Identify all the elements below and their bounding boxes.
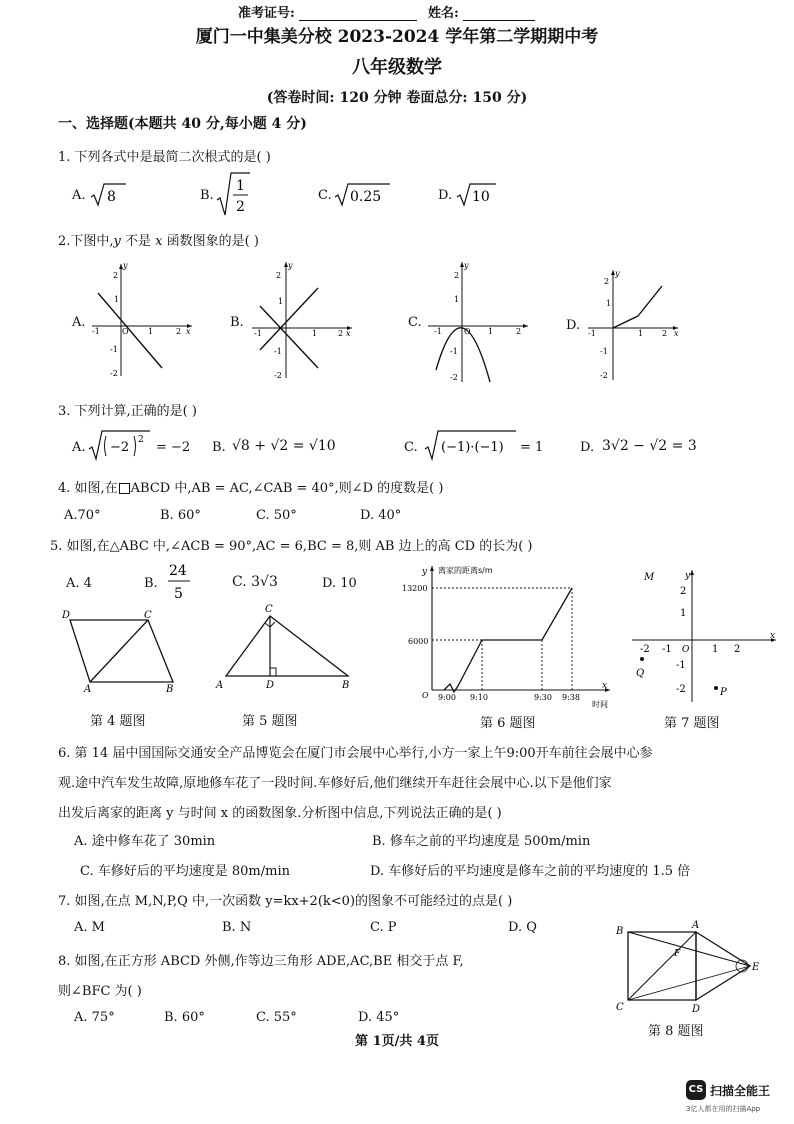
q5-option-b-label: B. (144, 576, 158, 591)
q2d-tick-ym1: -1 (600, 347, 608, 356)
q2-label-a: A. (72, 315, 86, 330)
q1-c-radicand: 0.25 (350, 189, 382, 205)
f4-label-a: A (84, 684, 92, 695)
f5-label-d: D (266, 680, 275, 691)
f5-label-a: A (216, 680, 224, 691)
q4-stem (58, 477, 443, 496)
q2c-tick-ym2: -2 (450, 373, 458, 382)
q2-graph-d (586, 266, 682, 384)
q2d-tick-ym2: -2 (600, 371, 608, 380)
f6-x-axis: x (602, 681, 608, 691)
q2a-tick-xm1: -1 (92, 327, 100, 336)
q5-option-d: D. 10 (322, 576, 357, 591)
parallelogram-symbol (119, 483, 130, 494)
camscanner-logo: CS (686, 1080, 706, 1100)
f6-y-label: 离家的距离s/m (438, 566, 493, 575)
f8-diagonal-ac (628, 932, 696, 1000)
f6-t1: 9:10 (470, 693, 488, 702)
f5-caption: 第 5 题图 (242, 714, 298, 729)
q4-option-b: B. 60° (160, 508, 201, 523)
q6-line3: 出发后离家的距离 y 与时间 x 的函数图象.分析图中信息,下列说法正确的是( ) (58, 806, 502, 821)
q2b-tick-x2: 2 (338, 329, 344, 338)
q8-option-b: B. 60° (164, 1010, 205, 1025)
q3-stem: 3. 下列计算,正确的是( ) (58, 404, 197, 419)
q2c-tick-x1: 1 (488, 327, 494, 336)
q2-label-b: B. (230, 315, 244, 330)
f5-triangle (226, 616, 348, 676)
q5-option-a: A. 4 (66, 576, 92, 591)
q2b-tick-xm1: -1 (254, 329, 262, 338)
q7-option-a: A. M (74, 920, 105, 935)
f6-t3: 9:38 (562, 693, 580, 702)
q1-option-d-label: D. (438, 188, 453, 203)
scanner-watermark (686, 1080, 790, 1116)
q8-line2: 则∠BFC 为( ) (58, 984, 142, 999)
q3-option-c-eq: = 1 (520, 440, 544, 455)
svg-text:2: 2 (138, 435, 144, 445)
f7-tick-x2: 2 (734, 644, 741, 655)
q5-option-c: C. 3√3 (232, 574, 278, 590)
q2-stem-mid: 不是 (120, 234, 156, 249)
f7-point-q-dot (640, 657, 644, 661)
f6-caption: 第 6 题图 (480, 716, 536, 731)
f4-diagonal (90, 620, 148, 682)
f4-caption: 第 4 题图 (90, 714, 146, 729)
f8-triangle (696, 932, 750, 1000)
q2b-tick-y1: 1 (278, 297, 284, 306)
q6-line1: 6. 第 14 届中国国际交通安全产品博览会在厦门市会展中心举行,小方一家上午9:00开车前往会展中心参 (58, 746, 653, 761)
exam-id-label: 准考证号: (238, 6, 295, 21)
q2a-y-label: y (123, 261, 128, 270)
q6-line2: 观.途中汽车发生故障,原地修车花了一段时间.车修好后,他们继续开车赶往会展中心.以下是他们家 (58, 776, 612, 791)
f5-label-c: C (265, 604, 273, 615)
q2b-tick-x1: 1 (312, 329, 318, 338)
q3-option-a-eq: = −2 (156, 440, 191, 455)
f7-point-p: P (720, 687, 727, 698)
q2d-y-label: y (615, 269, 620, 278)
f8-label-b: B (616, 926, 624, 937)
f7-tick-xm2: -2 (640, 644, 650, 655)
f7-tick-y1: 1 (680, 608, 687, 619)
exam-title: 厦门一中集美分校 2023-2024 学年第二学期期中考 (195, 27, 599, 47)
exam-time-info: (答卷时间: 120 分钟 卷面总分: 150 分) (266, 90, 528, 106)
q3-option-b-eq: √8 + √2 = √10 (232, 438, 336, 454)
q3-option-b-label: B. (212, 440, 226, 455)
q2a-tick-y1: 1 (114, 295, 120, 304)
f4-label-b: B (166, 684, 174, 695)
f7-point-m: M (644, 572, 655, 583)
q8-line1: 8. 如图,在正方形 ABCD 外侧,作等边三角形 ADE,AC,BE 相交于点 F, (58, 954, 464, 969)
q6-option-c: C. 车修好后的平均速度是 80m/min (80, 864, 290, 879)
f6-origin: O (422, 691, 429, 700)
q1-option-b-label: B. (200, 188, 214, 203)
q2a-origin: O (122, 327, 129, 336)
q5-b-denominator: 5 (174, 586, 183, 602)
q4-stem-post: ABCD 中,AB = AC,∠CAB = 40°,则∠D 的度数是( ) (130, 481, 444, 496)
f8-caption: 第 8 题图 (648, 1024, 704, 1039)
f6-x-label: 时间 (592, 700, 608, 709)
f6-y-axis: y (422, 567, 428, 577)
q3-option-d-eq: 3√2 − √2 = 3 (602, 438, 697, 454)
q2d-tick-y2: 2 (604, 277, 610, 286)
f7-tick-ym1: -1 (676, 660, 686, 671)
f8-label-d: D (692, 1004, 701, 1015)
f7-point-q: Q (636, 668, 645, 679)
q2b-y-label: y (288, 261, 293, 270)
q1-stem: 1. 下列各式中是最简二次根式的是( ) (58, 150, 271, 165)
f5-label-b: B (342, 680, 350, 691)
q1-option-c-radical (334, 180, 394, 210)
name-label: 姓名: (428, 6, 459, 21)
q5-option-b-fraction (166, 558, 194, 604)
q3-option-c-label: C. (404, 440, 418, 455)
q2-stem (58, 230, 259, 249)
exam-subtitle: 八年级数学 (352, 57, 442, 78)
page-number: 第 1页/共 4页 (355, 1034, 439, 1049)
q1-option-a-label: A. (72, 188, 86, 203)
q3-option-c-radical (424, 428, 518, 462)
q7-option-c: C. P (370, 920, 397, 935)
q4-option-a: A.70° (64, 508, 101, 523)
q2b-line-up (260, 288, 318, 350)
figure-6 (400, 560, 622, 710)
q2b-tick-ym2: -2 (274, 371, 282, 380)
f6-trip-line (444, 588, 572, 692)
q2d-tick-x2: 2 (662, 329, 668, 338)
q2c-parabola (436, 328, 490, 382)
figure-8 (612, 918, 762, 1016)
q3-option-a-radical (88, 428, 152, 462)
q2a-tick-x1: 1 (148, 327, 154, 336)
q3-option-d-label: D. (580, 440, 595, 455)
f7-x-axis: x (770, 631, 776, 641)
f6-t0: 9:00 (438, 693, 456, 702)
f8-label-e: E (752, 962, 760, 973)
q5-stem: 5. 如图,在△ABC 中,∠ACB = 90°,AC = 6,BC = 8,则 AB 边上的高 CD 的长为( ) (50, 539, 533, 554)
q1-b-numerator: 1 (236, 178, 245, 194)
q2a-tick-ym1: -1 (110, 345, 118, 354)
svg-text:−2: −2 (110, 440, 130, 455)
q2-graph-b (248, 258, 358, 382)
f4-label-c: C (144, 610, 152, 621)
q2c-tick-x2: 2 (516, 327, 522, 336)
watermark-brand: 扫描全能王 (710, 1084, 771, 1098)
q7-option-d: D. Q (508, 920, 537, 935)
f7-tick-xm1: -1 (662, 644, 672, 655)
f8-line-be (628, 932, 750, 966)
figure-4 (60, 606, 182, 695)
q7-stem: 7. 如图,在点 M,N,P,Q 中,一次函数 y=kx+2(k<0)的图象不可能经过的点是( ) (58, 894, 513, 909)
q2d-tick-xm1: -1 (588, 329, 596, 338)
q2b-tick-ym1: -1 (274, 347, 282, 356)
q2-graph-c (424, 258, 534, 386)
watermark-tagline: 3亿人都在用的扫描App (686, 1105, 761, 1113)
f8-label-f: F (674, 949, 681, 959)
q2c-tick-xm1: -1 (434, 327, 442, 336)
q2d-tick-y1: 1 (606, 299, 612, 308)
q6-option-a: A. 途中修车花了 30min (74, 834, 216, 849)
f4-parallelogram (70, 620, 173, 682)
q1-option-b-radical (216, 170, 252, 218)
q2c-y-label: y (464, 261, 469, 270)
q1-option-a-radical (90, 180, 130, 210)
q1-b-denominator: 2 (236, 199, 245, 215)
svg-text:(−1)·(−1): (−1)·(−1) (441, 440, 504, 455)
name-field (428, 2, 535, 21)
q2c-origin: O (464, 327, 471, 336)
q2b-line-down (260, 306, 318, 368)
f7-tick-y2: 2 (680, 586, 687, 597)
q4-option-c: C. 50° (256, 508, 297, 523)
q8-option-c: C. 55° (256, 1010, 297, 1025)
section-title: 一、选择题(本题共 40 分,每小题 4 分) (58, 116, 307, 132)
f7-origin: O (682, 645, 690, 655)
q1-option-d-radical (456, 180, 500, 210)
figure-5 (212, 600, 356, 692)
q5-b-numerator: 24 (169, 563, 187, 579)
f6-y-high: 13200 (402, 584, 428, 593)
q2-graph-a (88, 258, 198, 380)
q4-stem-pre: 4. 如图,在 (58, 481, 118, 496)
q2b-x-label: x (346, 329, 351, 338)
q1-d-radicand: 10 (472, 189, 490, 205)
q2-label-c: C. (408, 315, 422, 330)
q2-label-d: D. (566, 318, 581, 333)
f6-t2: 9:30 (534, 693, 552, 702)
q2b-tick-y2: 2 (276, 271, 282, 280)
q1-a-radicand: 8 (107, 189, 116, 205)
f7-tick-ym2: -2 (676, 684, 686, 695)
q2-stem-x: x (155, 234, 163, 249)
q4-option-d: D. 40° (360, 508, 402, 523)
q8-option-a: A. 75° (74, 1010, 115, 1025)
q2c-tick-ym1: -1 (450, 347, 458, 356)
q2d-line (613, 286, 662, 328)
q8-option-d: D. 45° (358, 1010, 400, 1025)
q2d-tick-x1: 1 (638, 329, 644, 338)
q2a-tick-ym2: -2 (110, 369, 118, 378)
f8-label-a: A (692, 920, 700, 931)
f7-y-axis: y (685, 571, 691, 581)
q2c-tick-y1: 1 (454, 295, 460, 304)
f7-tick-x1: 1 (712, 644, 719, 655)
q6-option-b: B. 修车之前的平均速度是 500m/min (372, 834, 591, 849)
q2d-x-label: x (674, 329, 679, 338)
q2a-x-label: x (186, 327, 191, 336)
q2-stem-pre: 2.下图中, (58, 234, 114, 249)
q2a-tick-y2: 2 (113, 271, 119, 280)
exam-id-field (238, 2, 417, 21)
f4-label-d: D (62, 610, 71, 621)
q2-stem-y: y (113, 234, 121, 249)
q2c-tick-y2: 2 (454, 271, 460, 280)
q3-option-a-label: A. (72, 440, 86, 455)
f7-caption: 第 7 题图 (664, 716, 720, 731)
q2-stem-post: 函数图象的是( ) (162, 234, 259, 249)
f7-point-p-dot (714, 686, 718, 690)
q6-option-d: D. 车修好后的平均速度是修车之前的平均速度的 1.5 倍 (370, 864, 691, 879)
f6-y-mid: 6000 (408, 637, 429, 646)
f8-label-c: C (616, 1002, 624, 1013)
q2a-tick-x2: 2 (176, 327, 182, 336)
figure-7 (630, 564, 780, 706)
q7-option-b: B. N (222, 920, 252, 935)
q1-option-c-label: C. (318, 188, 332, 203)
